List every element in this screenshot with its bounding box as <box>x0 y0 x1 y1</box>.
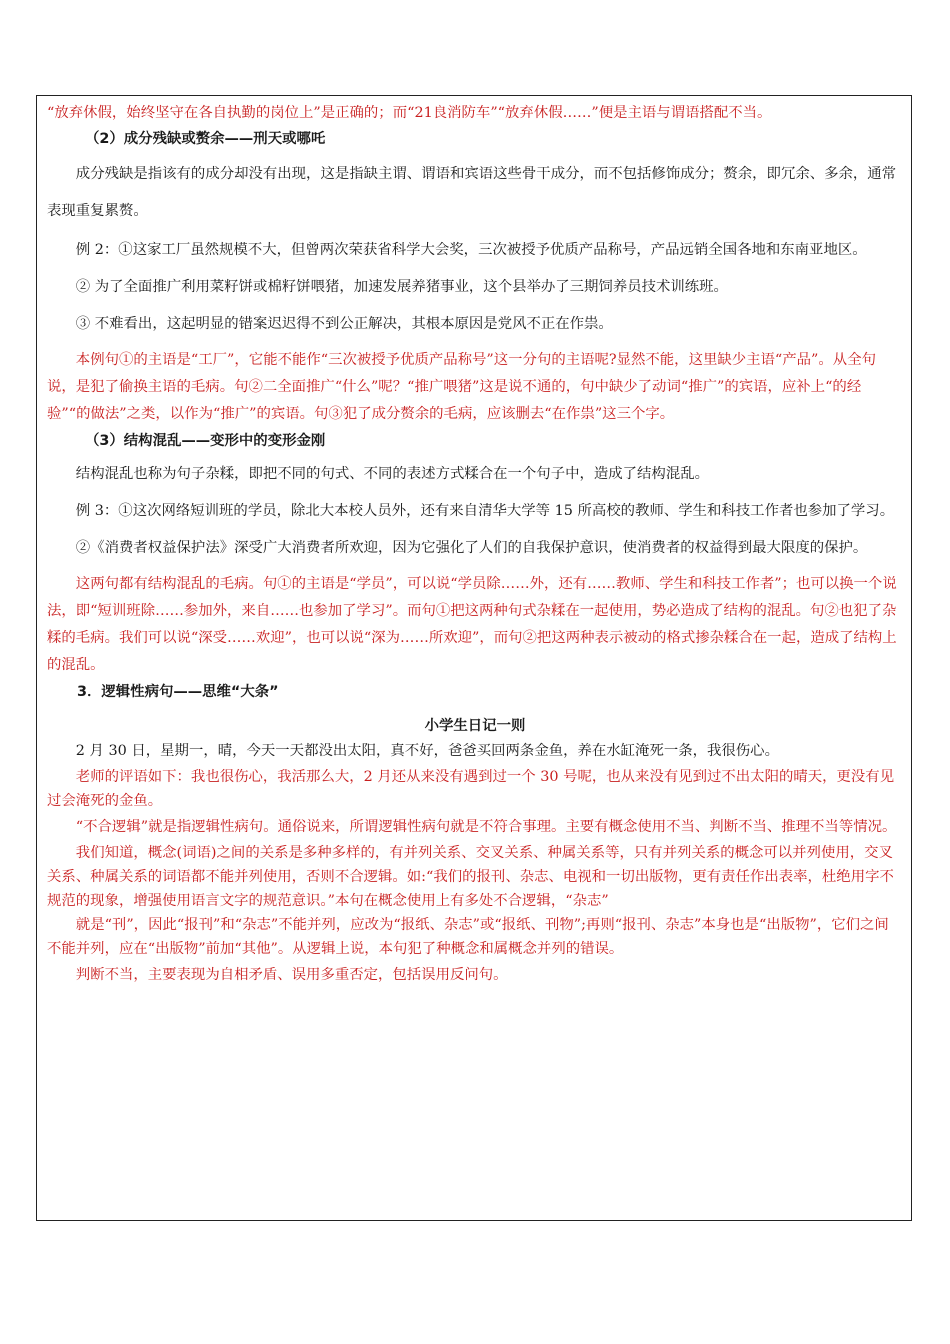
concept-paragraph-continued: 就是“刊”，因此“报刊”和“杂志”不能并列，应改为“报纸、杂志”或“报纸、刊物”;再则“报刊、杂志”本身也是“出版物”，它们之间不能并列，应在“出版物”前加“其他”。从逻辑上说，本句犯了种概念和属概念并列的错误。 <box>47 917 889 957</box>
paragraph-structure-definition: 结构混乱也称为句子杂糅，即把不同的句式、不同的表述方式糅合在一个句子中，造成了结构混乱。 <box>75 466 709 482</box>
example-2-item-1: 例 2：①这家工厂虽然规模不大，但曾两次荣获省科学大会奖，三次被授予优质产品称号，产品远销全国各地和东南亚地区。 <box>75 242 867 258</box>
paragraph-subject-predicate-conclusion: “放弃休假，始终坚守在各自执勤的岗位上”是正确的；而“21良消防车”“放弃休假……”便是主语与谓语搭配不当。 <box>47 105 772 121</box>
diary-title: 小学生日记一则 <box>424 718 526 734</box>
example-3-item-1: 例 3：①这次网络短训班的学员，除北大本校人员外，还有来自清华大学等 15 所高校的教师、学生和科技工作者也参加了学习。 <box>75 503 895 519</box>
example-2-analysis: 本例句①的主语是“工厂”，它能不能作“三次被授予优质产品称号”这一分句的主语呢?显然不能，这里缺少主语“产品”。从全句说，是犯了偷换主语的毛病。句②二全面推广“什么”呢？“推广喂猪”这是说不通的，句中缺少了动词“推广”的宾语，应补上“的经验”“的做法”之类，以作为“推广”的宾语。句③犯了成分赘余的毛病，应该删去“在作祟”这三个字。 <box>47 352 876 422</box>
concept-paragraph: 我们知道，概念(词语)之间的关系是多种多样的，有并列关系、交叉关系、种属关系等，只有并列关系的概念可以并列使用，交叉关系、种属关系的词语都不能并列使用，否则不合逻辑。如:“我们的报刊、杂志、电视和一切出版物，更有责任作出表率，杜绝用字不规范的现象，增强使用语言文字的规范意识。”本句在概念使用上有多处不合逻辑，“杂志” <box>47 845 894 909</box>
content-frame <box>36 95 912 1221</box>
heading-logic-errors: 3．逻辑性病句——思维“大条” <box>77 684 279 700</box>
logic-definition: “不合逻辑”就是指逻辑性病句。通俗说来，所谓逻辑性病句就是不符合事理。主要有概念使用不当、判断不当、推理不当等情况。 <box>75 819 897 835</box>
document-body <box>47 100 903 987</box>
example-2-item-3: ③ 不难看出，这起明显的错案迟迟得不到公正解决，其根本原因是党风不正在作祟。 <box>75 316 613 332</box>
judgement-paragraph: 判断不当，主要表现为自相矛盾、误用多重否定，包括误用反问句。 <box>75 967 508 983</box>
diary-body: 2 月 30 日，星期一，晴，今天一天都没出太阳，真不好，爸爸买回两条金鱼，养在水缸淹死一条，我很伤心。 <box>75 743 779 759</box>
heading-missing-redundant: （2）成分残缺或赘余——刑天或哪吒 <box>85 131 326 147</box>
teacher-comment: 老师的评语如下：我也很伤心，我活那么大，2 月还从来没有遇到过一个 30 号呢，也从来没有见到过不出太阳的晴天，更没有见过会淹死的金鱼。 <box>47 769 895 809</box>
heading-structure-confusion: （3）结构混乱——变形中的变形金刚 <box>85 433 326 449</box>
paragraph-missing-definition: 成分残缺是指该有的成分却没有出现，这是指缺主谓、谓语和宾语这些骨干成分，而不包括修饰成分；赘余，即冗余、多余，通常表现重复累赘。 <box>47 166 897 219</box>
example-2-item-2: ② 为了全面推广利用菜籽饼或棉籽饼喂猪，加速发展养猪事业，这个县举办了三期饲养员技术训练班。 <box>75 279 728 295</box>
example-3-item-2: ②《消费者权益保护法》深受广大消费者所欢迎，因为它强化了人们的自我保护意识，使消费者的权益得到最大限度的保护。 <box>75 540 868 556</box>
example-3-analysis: 这两句都有结构混乱的毛病。句①的主语是“学员”，可以说“学员除……外，还有……教师、学生和科技工作者”；也可以换一个说法，即“短训班除……参加外，来自……也参加了学习”。而句①把这两种句式杂糅在一起使用，势必造成了结构的混乱。句②也犯了杂糅的毛病。我们可以说“深受……欢迎”，也可以说“深为……所欢迎”，而句②把这两种表示被动的格式掺杂糅合在一起，造成了结构上的混乱。 <box>47 576 897 673</box>
